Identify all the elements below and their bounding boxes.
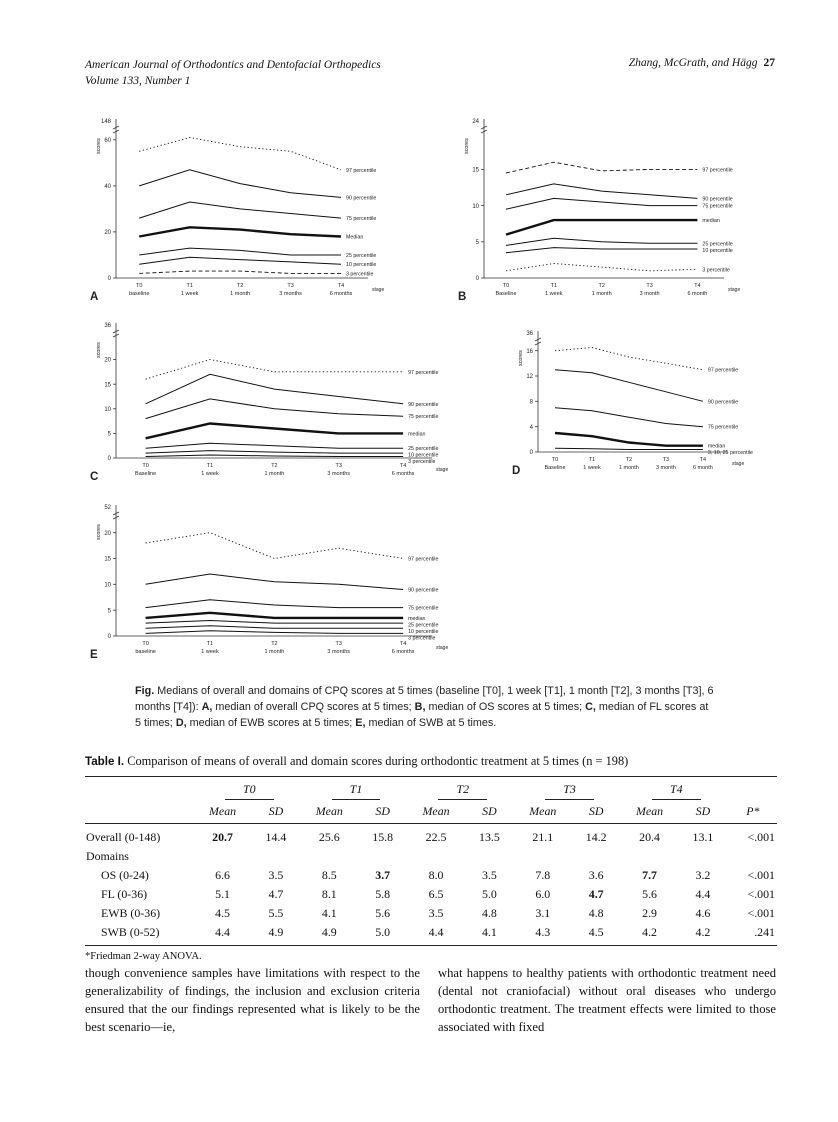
- series-line-75-percentile: [555, 408, 703, 427]
- table-section-row: Domains: [86, 849, 129, 863]
- series-label-median: Median: [346, 234, 364, 241]
- series-label-3-percentile: 3 percentile: [408, 635, 436, 642]
- value-cell: 4.5: [588, 925, 604, 939]
- body-column-1: though convenience samples have limitations with respect to the generalizability of findings, the inclusion and exclusion criteria ensured that the our findings represented what is likely to be the best scenario—ie,: [85, 966, 420, 1035]
- y-tick-label: 0: [107, 634, 111, 641]
- value-cell: 5.6: [375, 906, 391, 920]
- series-line-10-percentile: [146, 626, 404, 629]
- x-tick-label: T3: [335, 463, 342, 469]
- series-line-3-percentile: [139, 271, 341, 273]
- series-label-75-percentile: 75 percentile: [702, 203, 733, 210]
- x-tick-label: T2: [271, 641, 278, 647]
- y-axis-title: scores: [464, 138, 470, 154]
- x-tick-label: T0: [135, 283, 143, 289]
- y-axis-max-label: 24: [472, 119, 479, 125]
- series-label-median: median: [707, 443, 726, 450]
- table-row: [85, 866, 777, 885]
- caption-bold-label: E,: [355, 716, 366, 729]
- series-label-3-percentile: 3 percentile: [702, 267, 730, 274]
- x-tick-label: T2: [625, 457, 633, 463]
- x-tick-sublabel: 6 months: [391, 471, 415, 477]
- value-cell: 4.1: [482, 925, 497, 939]
- value-cell: 3.7: [375, 868, 391, 882]
- value-cell: 5.0: [482, 887, 497, 901]
- x-tick-sublabel: 1 month: [264, 649, 285, 655]
- series-label-97-percentile: 97 percentile: [408, 369, 439, 376]
- figure-caption: [135, 684, 715, 732]
- x-tick-label: T1: [588, 457, 596, 463]
- x-tick-label: T4: [399, 641, 407, 647]
- x-tick-sublabel: Baseline: [495, 291, 517, 297]
- x-tick-sublabel: 1 week: [545, 291, 563, 297]
- value-cell: 4.2: [695, 925, 711, 939]
- value-cell: 21.1: [532, 830, 554, 844]
- value-cell: 5.6: [642, 887, 657, 901]
- series-line-10-percentile: [146, 451, 404, 454]
- y-tick-label: 8: [529, 399, 533, 406]
- series-line-25-percentile: [146, 443, 404, 448]
- x-tick-label: T0: [551, 457, 559, 463]
- series-label-median: median: [702, 218, 720, 225]
- y-tick-label: 0: [107, 276, 111, 283]
- y-tick-label: 0: [475, 276, 479, 283]
- row-label: EWB (0-36): [101, 906, 161, 920]
- x-tick-sublabel: 6 months: [391, 649, 415, 655]
- subheader-cell: Mean: [623, 802, 676, 824]
- caption-text: median of FL scores at 5 times;: [135, 700, 709, 729]
- caption-bold-label: A,: [201, 700, 213, 713]
- series-label-25-percentile: 25 percentile: [346, 253, 377, 259]
- x-tick-label: T2: [598, 283, 605, 289]
- value-cell: 3.2: [695, 868, 711, 882]
- x-tick-label: T2: [236, 283, 244, 289]
- table-footnote: *Friedman 2-way ANOVA.: [85, 951, 202, 962]
- chart-panel-b: [446, 112, 790, 313]
- column-group-header: T4: [623, 777, 730, 803]
- value-cell: 3.6: [588, 868, 604, 882]
- x-tick-sublabel: baseline: [135, 649, 156, 655]
- y-tick-label: 60: [104, 138, 111, 144]
- chart-panel-c: [78, 316, 498, 493]
- series-label-10-percentile: 10 percentile: [702, 247, 733, 254]
- y-axis-max-label: 52: [104, 505, 111, 511]
- value-cell: 5.1: [215, 887, 230, 901]
- x-tick-sublabel: 3 month: [655, 465, 676, 471]
- subheader-cell: SD: [570, 802, 623, 824]
- series-line-90-percentile: [139, 170, 341, 198]
- value-cell: 4.9: [321, 925, 337, 939]
- x-tick-sublabel: 6 month: [687, 291, 708, 297]
- chart-svg-e: [78, 498, 498, 666]
- chart-panel-e: [78, 498, 498, 671]
- value-cell: 4.7: [588, 887, 604, 901]
- value-cell: 4.3: [535, 925, 551, 939]
- series-line-3-percentile: [146, 631, 404, 634]
- x-tick-sublabel: 3 months: [279, 291, 302, 297]
- x-tick-sublabel: 1 week: [201, 649, 219, 655]
- table-label: Table I.: [85, 755, 125, 768]
- series-label-25-percentile: 25 percentile: [408, 622, 439, 629]
- y-tick-label: 40: [104, 184, 111, 191]
- x-tick-sublabel: 1 week: [180, 291, 199, 297]
- x-tick-label: T3: [646, 283, 653, 289]
- series-label-75-percentile: 75 percentile: [346, 216, 377, 223]
- x-tick-label: T4: [699, 457, 707, 463]
- series-line-10-percentile: [139, 257, 341, 264]
- value-cell: 3.5: [482, 868, 497, 882]
- x-tick-sublabel: Baseline: [135, 471, 157, 477]
- value-cell: 3.5: [428, 906, 444, 920]
- value-cell: 5.8: [375, 887, 391, 901]
- series-label-10-percentile: 10 percentile: [408, 452, 439, 459]
- value-cell: 5.5: [268, 906, 284, 920]
- series-line-median: [139, 227, 341, 236]
- y-tick-label: 10: [472, 203, 479, 210]
- panel-letter: C: [90, 471, 99, 483]
- y-tick-label: 20: [104, 530, 111, 537]
- series-label-75-percentile: 75 percentile: [408, 605, 439, 612]
- table-title-text: Comparison of means of overall and domain scores during orthodontic treatment at 5 times (n = 198): [124, 754, 629, 768]
- stage-label: stage: [436, 467, 449, 473]
- value-cell: 5.0: [375, 925, 391, 939]
- p-header-cell: P*: [730, 802, 777, 824]
- series-label-97-percentile: 97 percentile: [702, 167, 733, 174]
- subheader-cell: SD: [249, 802, 302, 824]
- value-cell: 4.4: [695, 887, 711, 901]
- row-label: SWB (0-52): [101, 925, 160, 939]
- series-line-90-percentile: [146, 574, 404, 590]
- series-line-median: [146, 424, 404, 439]
- chart-panel-d: [500, 324, 794, 487]
- series-label-25-percentile: 25 percentile: [408, 446, 439, 453]
- series-line-90-percentile: [146, 374, 404, 404]
- series-label-25-percentile: 25 percentile: [702, 241, 733, 248]
- x-tick-sublabel: 1 week: [583, 465, 601, 471]
- series-line-90-percentile: [506, 184, 697, 199]
- table-block: [85, 754, 777, 962]
- y-tick-label: 0: [107, 456, 111, 463]
- value-cell: 13.1: [692, 830, 714, 844]
- series-label-97-percentile: 97 percentile: [408, 556, 439, 563]
- value-cell: 4.8: [482, 906, 497, 920]
- table-row: [85, 885, 777, 904]
- value-cell: 20.7: [212, 830, 233, 844]
- y-tick-label: 4: [529, 424, 533, 431]
- x-tick-label: T1: [550, 283, 558, 289]
- table-title: [85, 754, 777, 769]
- y-tick-label: 5: [475, 240, 479, 246]
- series-label-75-percentile: 75 percentile: [408, 414, 439, 421]
- subheader-cell: Mean: [196, 802, 249, 824]
- column-group-header: T3: [516, 777, 623, 803]
- page-number: 27: [763, 57, 775, 69]
- y-tick-label: 20: [104, 357, 111, 364]
- value-cell: 4.1: [321, 906, 337, 920]
- x-tick-sublabel: 3 months: [327, 649, 351, 655]
- y-axis-title: scores: [518, 350, 524, 366]
- series-label-10-percentile: 10 percentile: [346, 262, 377, 269]
- series-label-90-percentile: 90 percentile: [408, 401, 439, 408]
- x-tick-label: T3: [287, 283, 294, 289]
- y-tick-label: 10: [104, 407, 111, 413]
- caption-text: median of SWB at 5 times.: [365, 716, 497, 729]
- p-value-cell: <.001: [747, 906, 775, 920]
- value-cell: 4.6: [695, 906, 711, 920]
- x-tick-label: T0: [142, 463, 149, 469]
- value-cell: 3.1: [535, 906, 551, 920]
- value-cell: 4.2: [642, 925, 657, 939]
- x-tick-label: T4: [399, 463, 407, 469]
- x-tick-sublabel: 1 week: [201, 471, 219, 477]
- column-group-header: T0: [196, 777, 303, 803]
- subheader-cell: SD: [463, 802, 516, 824]
- chart-svg-d: [500, 324, 794, 482]
- series-line-3-percentile: [506, 264, 697, 271]
- row-label: Overall (0-148): [86, 830, 161, 844]
- stage-label: stage: [372, 287, 385, 293]
- y-tick-label: 20: [104, 230, 111, 237]
- x-tick-label: T4: [337, 283, 345, 289]
- series-label-90-percentile: 90 percentile: [707, 399, 739, 406]
- chart-svg-a: [78, 112, 434, 308]
- x-tick-sublabel: 6 months: [329, 291, 353, 297]
- value-cell: 6.0: [535, 887, 551, 901]
- journal-title: American Journal of Orthodontics and Dentofacial Orthopedics: [85, 59, 381, 71]
- series-label-median: median: [408, 615, 426, 622]
- caption-text: median of OS scores at 5 times;: [425, 700, 586, 713]
- x-tick-label: T1: [206, 641, 214, 647]
- value-cell: 14.4: [265, 830, 287, 844]
- series-label-97-percentile: 97 percentile: [346, 167, 377, 174]
- y-tick-label: 5: [107, 608, 111, 615]
- value-cell: 8.5: [321, 868, 337, 882]
- y-axis-title: scores: [96, 524, 102, 540]
- x-tick-label: T0: [502, 283, 510, 289]
- caption-bold-label: C,: [585, 700, 596, 713]
- x-tick-sublabel: 3 months: [327, 471, 351, 477]
- series-label-90-percentile: 90 percentile: [702, 196, 733, 203]
- x-tick-label: T1: [186, 283, 193, 289]
- caption-bold-label: B,: [414, 700, 426, 713]
- x-tick-sublabel: 3 month: [639, 291, 660, 297]
- series-label-10-percentile: 10 percentile: [408, 628, 439, 635]
- y-axis-title: scores: [96, 138, 102, 154]
- series-line-75-percentile: [139, 202, 341, 218]
- caption-bold-label: Fig.: [135, 685, 155, 697]
- y-tick-label: 15: [472, 167, 479, 174]
- series-line-3-percentile: [146, 455, 404, 457]
- value-cell: 4.7: [268, 887, 284, 901]
- x-tick-sublabel: 1 month: [618, 465, 639, 471]
- series-line-75-percentile: [146, 600, 404, 608]
- series-line-97-percentile: [506, 162, 697, 173]
- y-axis-title: scores: [96, 342, 102, 358]
- value-cell: 4.4: [215, 925, 230, 939]
- table-row: [85, 824, 777, 848]
- y-tick-label: 15: [104, 382, 111, 389]
- value-cell: 8.1: [321, 887, 337, 901]
- series-label-75-percentile: 75 percentile: [707, 424, 739, 431]
- results-table: [85, 776, 777, 946]
- chart-svg-b: [446, 112, 790, 308]
- row-label: FL (0-36): [101, 887, 148, 901]
- x-tick-label: T0: [142, 641, 149, 647]
- value-cell: 7.8: [535, 868, 551, 882]
- caption-text: median of EWB scores at 5 times;: [186, 716, 356, 729]
- chart-panel-a: [78, 112, 434, 313]
- value-cell: 25.6: [318, 830, 340, 844]
- x-tick-sublabel: 1 month: [264, 471, 285, 477]
- value-cell: 4.5: [215, 906, 230, 920]
- series-label-90-percentile: 90 percentile: [346, 195, 377, 202]
- value-cell: 7.7: [642, 868, 657, 882]
- series-line-10-percentile: [506, 248, 697, 253]
- column-group-header: T1: [303, 777, 410, 803]
- y-tick-label: 12: [526, 374, 533, 381]
- value-cell: 22.5: [425, 830, 447, 844]
- x-tick-label: T1: [206, 463, 214, 469]
- value-cell: 14.2: [585, 830, 607, 844]
- series-line-97-percentile: [139, 138, 341, 170]
- series-line-75-percentile: [146, 399, 404, 419]
- y-axis-max-label: 148: [100, 119, 111, 125]
- series-line-97-percentile: [146, 533, 404, 559]
- value-cell: 2.9: [642, 906, 657, 920]
- row-label: OS (0-24): [101, 868, 149, 882]
- subheader-cell: Mean: [516, 802, 569, 824]
- subheader-cell: SD: [676, 802, 729, 824]
- x-tick-sublabel: 1 month: [591, 291, 612, 297]
- series-label-3-percentile: 3 percentile: [408, 459, 436, 466]
- column-group-header: T2: [409, 777, 516, 803]
- caption-text: median of overall CPQ scores at 5 times;: [212, 700, 415, 713]
- series-line-median: [146, 613, 404, 618]
- value-cell: 4.4: [428, 925, 444, 939]
- subheader-cell: SD: [356, 802, 409, 824]
- y-tick-label: 16: [526, 348, 533, 355]
- subheader-cell: Mean: [409, 802, 462, 824]
- x-tick-label: T4: [694, 283, 701, 289]
- value-cell: 15.8: [372, 830, 394, 844]
- series-line-75-percentile: [506, 198, 697, 209]
- x-tick-sublabel: 1 month: [230, 291, 251, 297]
- series-line-median: [555, 433, 703, 446]
- p-value-cell: <.001: [747, 868, 775, 882]
- stage-label: stage: [732, 461, 745, 467]
- panel-letter: B: [458, 291, 467, 303]
- series-line-3-10-25-percentile: [555, 448, 703, 449]
- chart-svg-c: [78, 316, 498, 488]
- y-tick-label: 15: [104, 556, 111, 563]
- y-tick-label: 0: [529, 450, 533, 457]
- x-tick-label: T3: [335, 641, 342, 647]
- running-header-left: [85, 57, 381, 89]
- panel-letter: E: [90, 649, 98, 661]
- running-header-right: [500, 57, 775, 69]
- y-axis-max-label: 36: [526, 331, 533, 337]
- value-cell: 8.0: [428, 868, 444, 882]
- series-label-97-percentile: 97 percentile: [707, 367, 739, 374]
- x-tick-label: T2: [271, 463, 278, 469]
- table-subheader-row: [85, 802, 777, 824]
- series-label-median: median: [408, 431, 426, 438]
- volume-info: Volume 133, Number 1: [85, 75, 191, 88]
- body-column-2: what happens to healthy patients with orthodontic treatment need (dental not craniofacial) without oral diseases who undergo orthodontic treatment. The treatment effects were limited to those associated with fixed: [438, 966, 776, 1035]
- running-authors: Zhang, McGrath, and Hägg: [628, 57, 758, 69]
- value-cell: 6.5: [428, 887, 444, 901]
- value-cell: 4.9: [268, 925, 284, 939]
- series-line-90-percentile: [555, 370, 703, 402]
- series-line-25-percentile: [139, 248, 341, 255]
- stage-label: stage: [728, 287, 741, 293]
- y-axis-max-label: 36: [104, 323, 111, 329]
- stage-label: stage: [436, 645, 449, 651]
- table-row: [85, 923, 777, 946]
- y-tick-label: 5: [107, 431, 111, 438]
- panel-letter: A: [90, 291, 99, 303]
- x-tick-sublabel: Baseline: [544, 465, 566, 471]
- p-value-cell: <.001: [747, 830, 775, 844]
- series-line-25-percentile: [146, 621, 404, 624]
- series-label-90-percentile: 90 percentile: [408, 587, 439, 594]
- value-cell: 20.4: [639, 830, 660, 844]
- subheader-cell: Mean: [303, 802, 356, 824]
- table-group-header-row: [85, 777, 777, 803]
- value-cell: 3.5: [268, 868, 284, 882]
- value-cell: 13.5: [479, 830, 500, 844]
- series-label-3-10-25-percentile: 3, 10, 25 percentile: [707, 450, 753, 457]
- series-line-25-percentile: [506, 238, 697, 245]
- y-tick-label: 10: [104, 582, 111, 589]
- panel-letter: D: [512, 465, 521, 477]
- caption-text: Medians of overall and domains of CPQ scores at 5 times (baseline [T0], 1 week [T1], 1 month [T2], 3 months [T3], 6 months [T4]):: [135, 685, 714, 713]
- series-line-97-percentile: [146, 360, 404, 380]
- table-row: [85, 904, 777, 923]
- series-line-97-percentile: [555, 348, 703, 370]
- x-tick-label: T3: [662, 457, 670, 463]
- series-line-median: [506, 220, 697, 235]
- series-label-3-percentile: 3 percentile: [346, 271, 374, 278]
- x-tick-sublabel: 6 month: [692, 465, 713, 471]
- p-value-cell: <.001: [747, 887, 775, 901]
- value-cell: 4.8: [588, 906, 604, 920]
- x-tick-sublabel: baseline: [128, 291, 150, 297]
- value-cell: 6.6: [215, 868, 230, 882]
- caption-bold-label: D,: [175, 716, 187, 729]
- p-value-cell: .241: [754, 925, 775, 939]
